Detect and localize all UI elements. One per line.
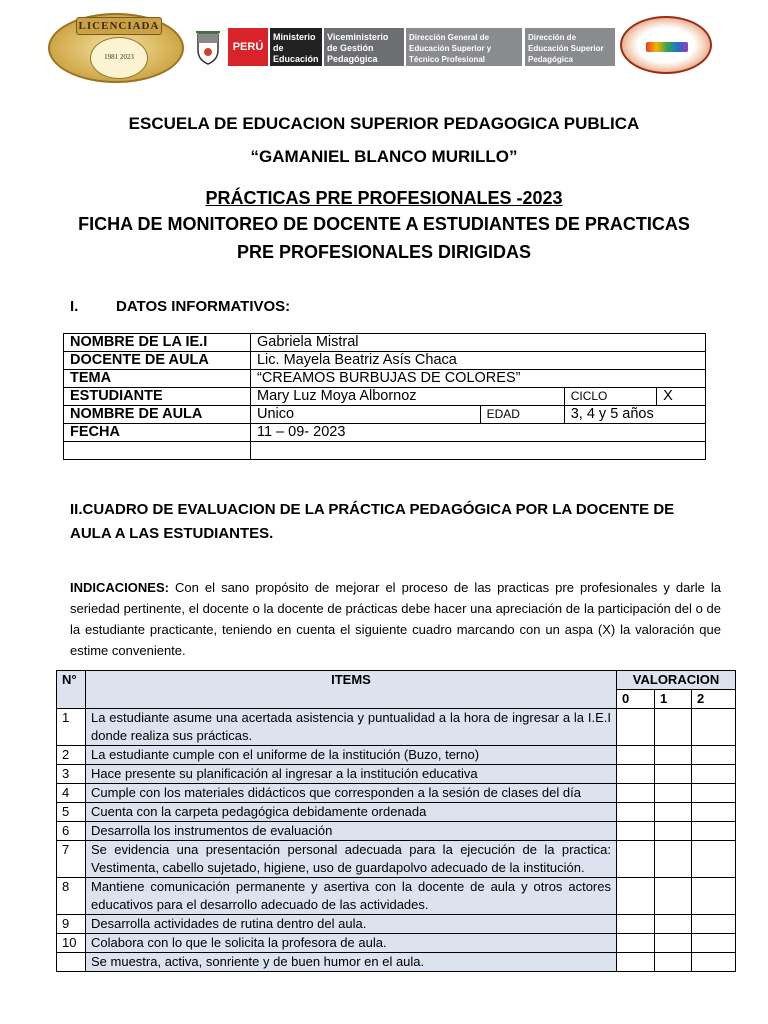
score-0-cell[interactable] — [617, 803, 655, 822]
score-2-cell[interactable] — [692, 822, 736, 841]
form-title-line1: FICHA DE MONITOREO DE DOCENTE A ESTUDIANTES DE PRACTICAS — [78, 214, 690, 234]
item-text: Colabora con lo que le solicita la profesora de aula. — [86, 934, 617, 953]
ministry-label: Ministerio de Educación — [270, 28, 322, 66]
item-number: 1 — [57, 709, 86, 746]
program-seal-logo — [620, 16, 712, 74]
item-number: 7 — [57, 841, 86, 878]
item-number: 8 — [57, 878, 86, 915]
item-number: 9 — [57, 915, 86, 934]
general-direction-label: Dirección General de Educación Superior y Técnico Profesional — [406, 28, 522, 66]
section2-heading: II.CUADRO DE EVALUACION DE LA PRÁCTICA PEDAGÓGICA POR LA DOCENTE DE AULA A LAS ESTUDIANTES. — [70, 501, 675, 542]
item-text: Cumple con los materiales didácticos que corresponden a la sesión de clases del día — [86, 784, 617, 803]
instructions-text: Con el sano propósito de mejorar el proceso de las practicas pre profesionales y darle la seriedad pertinente, el docente o la docente de prácticas debe hacer una apreciación de la participación del o de la estudiante practicante, teniendo en cuenta el siguiente cuadro marcando con un aspa (X) la valoración que estime conveniente. — [70, 580, 721, 658]
program-logo-graphic — [646, 42, 688, 52]
table-row — [57, 953, 736, 972]
ie-value: Gabriela Mistral — [250, 334, 705, 352]
score-1-cell[interactable] — [655, 953, 692, 972]
score-2-cell[interactable] — [692, 784, 736, 803]
table-row — [64, 442, 706, 460]
docente-value: Lic. Mayela Beatriz Asís Chaca — [250, 352, 705, 370]
score-2-cell[interactable] — [692, 915, 736, 934]
fecha-value: 11 – 09- 2023 — [250, 424, 705, 442]
aula-label: NOMBRE DE AULA — [64, 406, 251, 424]
score-1-cell[interactable] — [655, 878, 692, 915]
score-0-cell[interactable] — [617, 765, 655, 784]
score-1-cell[interactable] — [655, 822, 692, 841]
practice-title: PRÁCTICAS PRE PROFESIONALES -2023 — [205, 188, 563, 208]
item-text: Se muestra, activa, sonriente y de buen humor en el aula. — [86, 953, 617, 972]
empty-cell — [64, 442, 251, 460]
item-text: La estudiante cumple con el uniforme de la institución (Buzo, terno) — [86, 746, 617, 765]
item-text: Cuenta con la carpeta pedagógica debidamente ordenada — [86, 803, 617, 822]
item-text: Mantiene comunicación permanente y asertiva con la docente de aula y otros actores educativos para el desarrollo adecuado de las actividades. — [86, 878, 617, 915]
table-row — [57, 822, 736, 841]
table-row — [57, 841, 736, 878]
ciclo-label: CICLO — [564, 388, 656, 406]
item-number: 4 — [57, 784, 86, 803]
item-text: Desarrolla los instrumentos de evaluación — [86, 822, 617, 841]
score-1-cell[interactable] — [655, 784, 692, 803]
table-row — [57, 765, 736, 784]
empty-cell — [250, 442, 705, 460]
item-number: 5 — [57, 803, 86, 822]
school-name: “GAMANIEL BLANCO MURILLO” — [250, 147, 518, 166]
score-0-cell[interactable] — [617, 915, 655, 934]
item-number — [57, 953, 86, 972]
score-0-cell[interactable] — [617, 841, 655, 878]
col-valoracion-header: VALORACION — [617, 671, 736, 690]
table-row — [64, 424, 706, 442]
score-1-cell[interactable] — [655, 841, 692, 878]
score-2-cell[interactable] — [692, 765, 736, 784]
instructions-paragraph — [70, 577, 721, 661]
ciclo-value: X — [657, 388, 706, 406]
table-row — [57, 709, 736, 746]
score-2-cell[interactable] — [692, 746, 736, 765]
table-row — [64, 352, 706, 370]
col-num-header: N° — [57, 671, 86, 709]
score-1-cell[interactable] — [655, 934, 692, 953]
score-2-cell[interactable] — [692, 841, 736, 878]
item-number: 6 — [57, 822, 86, 841]
score-1-cell[interactable] — [655, 746, 692, 765]
tema-value: “CREAMOS BURBUJAS DE COLORES” — [250, 370, 705, 388]
docente-label: DOCENTE DE AULA — [64, 352, 251, 370]
score-1-header: 1 — [655, 690, 692, 709]
estudiante-label: ESTUDIANTE — [64, 388, 251, 406]
table-row — [64, 370, 706, 388]
item-number: 10 — [57, 934, 86, 953]
item-text: Hace presente su planificación al ingresar a la institución educativa — [86, 765, 617, 784]
fecha-label: FECHA — [64, 424, 251, 442]
score-2-cell[interactable] — [692, 934, 736, 953]
peru-brand: PERÚ — [228, 28, 268, 66]
score-0-cell[interactable] — [617, 709, 655, 746]
seal-banner: LICENCIADA — [76, 17, 162, 35]
table-row — [64, 388, 706, 406]
item-number: 3 — [57, 765, 86, 784]
table-row — [64, 334, 706, 352]
table-row — [57, 878, 736, 915]
section1-heading: I. DATOS INFORMATIVOS: — [70, 298, 291, 315]
score-0-cell[interactable] — [617, 784, 655, 803]
score-0-cell[interactable] — [617, 746, 655, 765]
school-title: ESCUELA DE EDUCACION SUPERIOR PEDAGOGICA PUBLICA — [128, 114, 640, 133]
edad-label: EDAD — [480, 406, 564, 424]
score-1-cell[interactable] — [655, 765, 692, 784]
score-1-cell[interactable] — [655, 709, 692, 746]
licensed-seal-logo — [48, 13, 184, 83]
score-2-header: 2 — [692, 690, 736, 709]
viceministry-label: Viceministerio de Gestión Pedagógica — [324, 28, 404, 66]
info-table — [63, 333, 706, 460]
table-row — [64, 406, 706, 424]
table-row — [57, 915, 736, 934]
item-text: Se evidencia una presentación personal adecuada para la ejecución de la practica: Vestimenta, cabello sujetado, higiene, uso de guardapolvo adecuado de la institución. — [86, 841, 617, 878]
score-1-cell[interactable] — [655, 803, 692, 822]
score-0-header: 0 — [617, 690, 655, 709]
item-number: 2 — [57, 746, 86, 765]
instructions-label: INDICACIONES: — [70, 580, 169, 595]
score-1-cell[interactable] — [655, 915, 692, 934]
item-text: La estudiante asume una acertada asistencia y puntualidad a la hora de ingresar a la I.E.I donde realiza sus prácticas. — [86, 709, 617, 746]
evaluation-table — [56, 670, 736, 972]
seal-center: 1981 2023 — [90, 37, 148, 79]
score-2-cell[interactable] — [692, 803, 736, 822]
score-2-cell[interactable] — [692, 709, 736, 746]
score-2-cell[interactable] — [692, 878, 736, 915]
table-header-row — [57, 671, 736, 690]
tema-label: TEMA — [64, 370, 251, 388]
table-row — [57, 784, 736, 803]
table-row — [57, 746, 736, 765]
estudiante-value: Mary Luz Moya Albornoz — [250, 388, 564, 406]
score-0-cell[interactable] — [617, 878, 655, 915]
score-2-cell[interactable] — [692, 953, 736, 972]
aula-value: Unico — [250, 406, 480, 424]
score-0-cell[interactable] — [617, 953, 655, 972]
item-text: Desarrolla actividades de rutina dentro del aula. — [86, 915, 617, 934]
form-title-line2: PRE PROFESIONALES DIRIGIDAS — [236, 242, 532, 262]
national-shield-icon — [194, 28, 222, 66]
table-row — [57, 934, 736, 953]
table-row — [57, 803, 736, 822]
col-items-header: ITEMS — [86, 671, 617, 709]
edad-value: 3, 4 y 5 años — [564, 406, 705, 424]
direction-label: Dirección de Educación Superior Pedagógica — [525, 28, 615, 66]
score-0-cell[interactable] — [617, 822, 655, 841]
ie-label: NOMBRE DE LA IE.I — [64, 334, 251, 352]
score-0-cell[interactable] — [617, 934, 655, 953]
